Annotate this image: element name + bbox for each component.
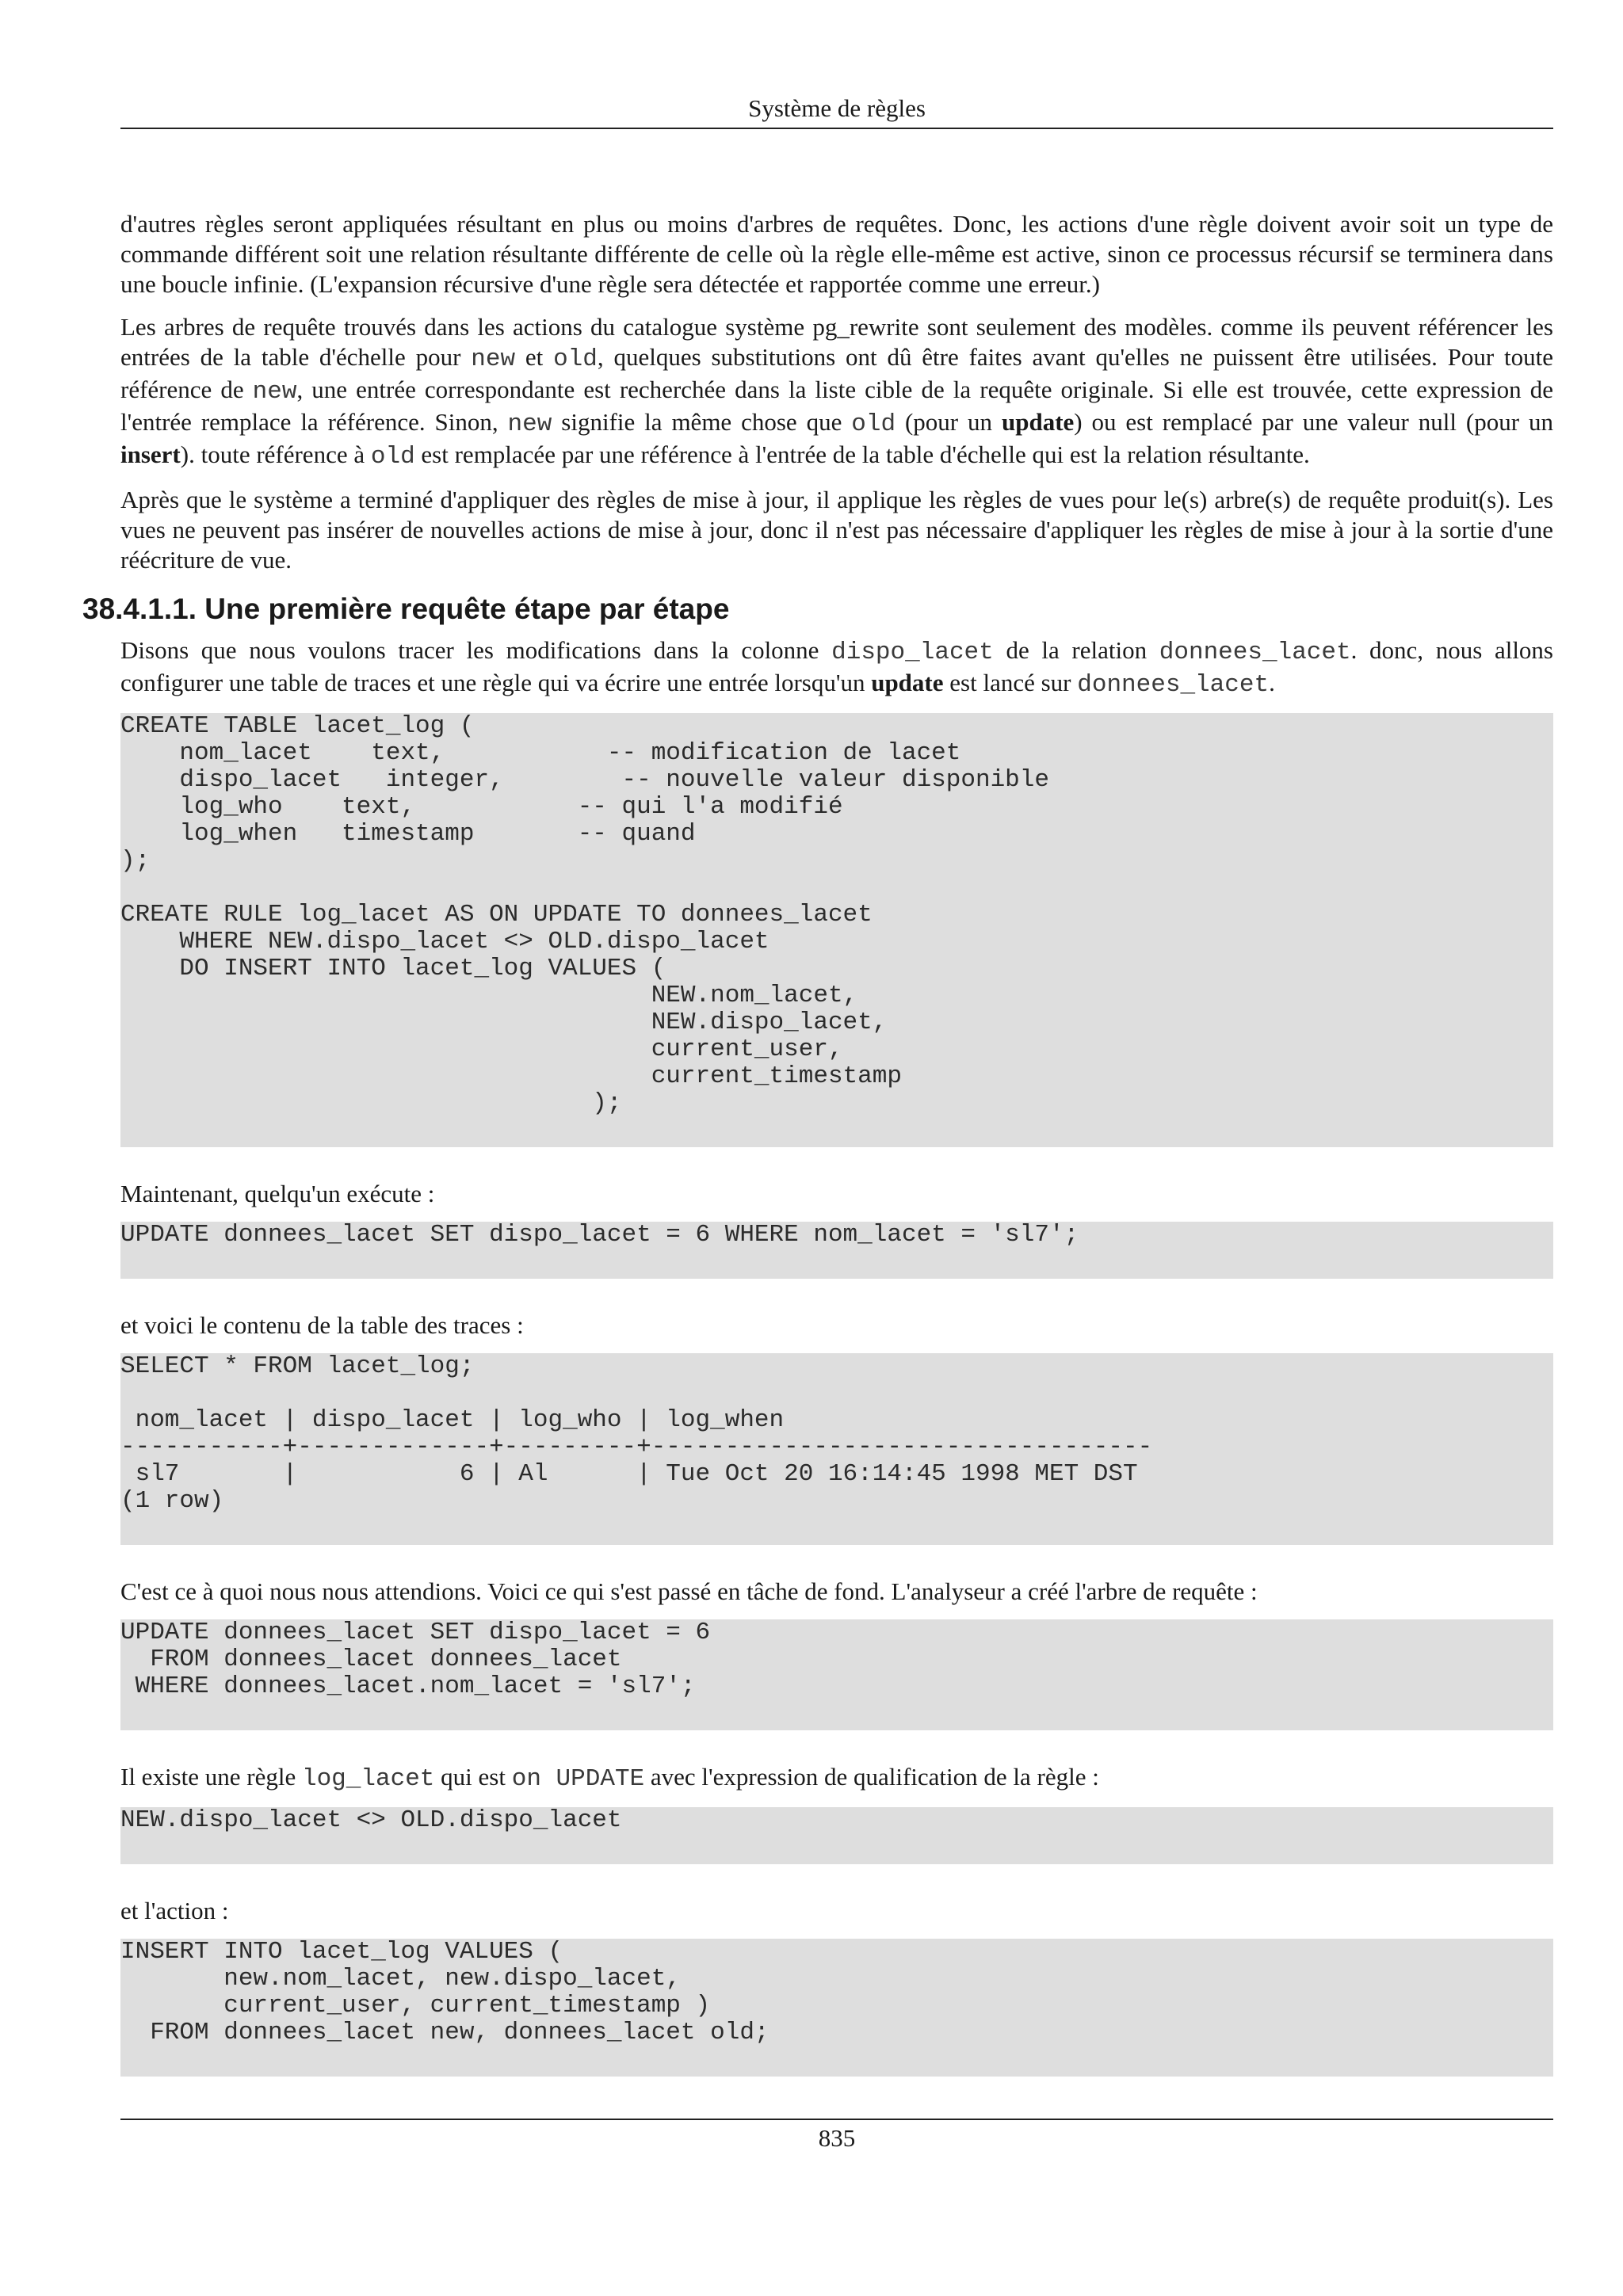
code-block-create: CREATE TABLE lacet_log ( nom_lacet text, -- modification de lacet dispo_lacet integer, -- nouvelle valeur disponible log_who text, -- qui l'a modifié log_when timestamp -- quand ); CREATE RULE log_lacet AS ON UPDATE TO donnees_lacet WHERE NEW.dispo_lacet <> OLD.dispo_lacet DO INSERT INTO lacet_log VALUES ( NEW.nom_lacet, NEW.dispo_lacet, current_user, current_timestamp ); (120, 713, 1553, 1147)
paragraph (120, 635, 1553, 700)
text-run: Disons que nous voulons tracer les modifications dans la colonne (120, 636, 832, 664)
bold-keyword: update (1001, 408, 1075, 436)
text-run: (pour un (896, 408, 1002, 436)
inline-code: donnees_lacet (1159, 639, 1351, 666)
text-run: de la relation (993, 636, 1159, 664)
text-run: signifie la même chose que (552, 408, 852, 436)
text-run: ). toute référence à (180, 441, 371, 468)
inline-code: old (553, 345, 598, 373)
inline-code: on UPDATE (511, 1765, 645, 1793)
inline-code: old (851, 410, 896, 438)
footer-rule (120, 2119, 1553, 2120)
bold-keyword: insert (120, 441, 181, 468)
section-heading: 38.4.1.1. Une première requête étape par étape (82, 593, 730, 625)
page-body (82, 209, 1554, 2108)
code-block-action: INSERT INTO lacet_log VALUES ( new.nom_lacet, new.dispo_lacet, current_user, current_timestamp ) FROM donnees_lacet new, donnees_lacet old; (120, 1939, 1553, 2077)
text-run: . (1269, 669, 1275, 696)
header-rule (120, 128, 1553, 129)
inline-code: log_lacet (301, 1765, 435, 1793)
inline-code: new (507, 410, 552, 438)
inline-code: dispo_lacet (831, 639, 994, 666)
text-run: ) ou est remplacé par une valeur null (pour un (1074, 408, 1553, 436)
inline-code: new (471, 345, 516, 373)
text-run: , quelques substitutions ont dû être faites avant qu'elles ne puissent être utilisées. Pour toute référence de (120, 343, 1554, 403)
paragraph (120, 1762, 1553, 1794)
paragraph (120, 312, 1553, 472)
code-block-qualification: NEW.dispo_lacet <> OLD.dispo_lacet (120, 1807, 1553, 1864)
text-run: . donc, nous allons configurer une table de traces et une règle qui va écrire une entrée lorsqu'un (120, 636, 1553, 696)
text-run: , une entrée correspondante est recherchée dans la liste cible de la requête originale. Si elle est trouvée, cette expression de l'entrée remplace la référence. Sinon, (120, 376, 1554, 436)
paragraph: Après que le système a terminé d'appliquer des règles de mise à jour, il applique les règles de vues pour le(s) arbre(s) de requête produit(s). Les vues ne peuvent pas insérer de nouvelles actions de mise à jour, donc il n'est pas nécessaire d'appliquer les règles de mise à jour à la sortie d'une réécriture de vue. (120, 486, 1553, 574)
paragraph: C'est ce à quoi nous nous attendions. Voici ce qui s'est passé en tâche de fond. L'analyseur a créé l'arbre de requête : (120, 1577, 1258, 1605)
code-block-query-tree: UPDATE donnees_lacet SET dispo_lacet = 6 FROM donnees_lacet donnees_lacet WHERE donnees_lacet.nom_lacet = 'sl7'; (120, 1619, 1553, 1730)
bold-keyword: update (871, 669, 944, 696)
text-run: Il existe une règle (120, 1763, 302, 1791)
text-run: est lancé sur (943, 669, 1078, 696)
code-block-update: UPDATE donnees_lacet SET dispo_lacet = 6 WHERE nom_lacet = 'sl7'; (120, 1222, 1553, 1279)
paragraph: et l'action : (120, 1897, 229, 1924)
inline-code: old (370, 443, 415, 471)
text-run: qui est (434, 1763, 512, 1791)
paragraph: Maintenant, quelqu'un exécute : (120, 1180, 435, 1207)
inline-code: new (252, 378, 297, 406)
text-run: est remplacée par une référence à l'entrée de la table d'échelle qui est la relation résultante. (414, 441, 1310, 468)
inline-code: donnees_lacet (1077, 671, 1270, 699)
text-run: Les arbres de requête trouvés dans les actions du catalogue système pg_rewrite sont seulement des modèles. comme ils peuvent référencer les entrées de la table d'échelle pour (120, 313, 1553, 371)
running-header: Système de règles (748, 94, 926, 122)
page-number: 835 (818, 2124, 856, 2152)
text-run: et (515, 343, 554, 371)
text-run: avec l'expression de qualification de la règle : (644, 1763, 1099, 1791)
paragraph: d'autres règles seront appliquées résultant en plus ou moins d'arbres de requêtes. Donc, les actions d'une règle doivent avoir soit un type de commande différent soit une relation résultante différente de celle où la règle elle-même est active, sinon ce processus récursif se terminera dans une boucle infinie. (L'expansion récursive d'une règle sera détectée et rapportée comme une erreur.) (120, 210, 1553, 298)
code-block-select: SELECT * FROM lacet_log; nom_lacet | dispo_lacet | log_who | log_when -----------+-------------+---------+---------------------------------- sl7 | 6 | Al | Tue Oct 20 16:14:45 1998 MET DST (1 row) (120, 1353, 1553, 1545)
paragraph: et voici le contenu de la table des traces : (120, 1311, 524, 1339)
